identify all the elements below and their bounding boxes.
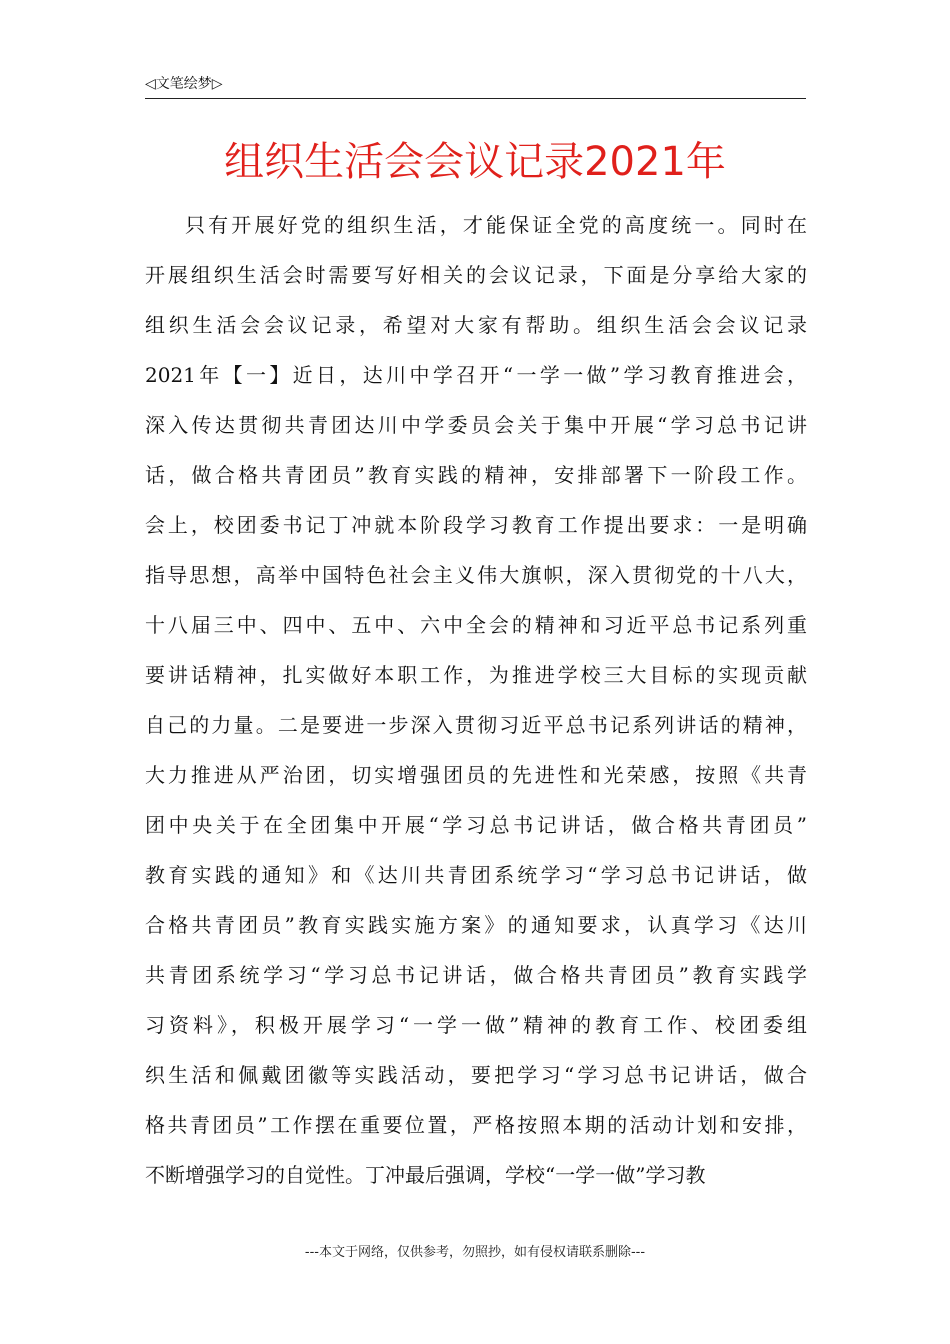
body-line: 习资料》，积极开展学习“一学一做”精神的教育工作、校团委组 (145, 1013, 807, 1037)
document-title: 组织生活会会议记录2021年 (224, 139, 726, 185)
body-line: 共青团系统学习“学习总书记讲话，做合格共青团员”教育实践学 (145, 963, 807, 987)
body-line: 不断增强学习的自觉性。丁冲最后强调，学校“一学一做”学习教 (145, 1163, 706, 1187)
document-body (145, 200, 807, 1200)
body-line: 开展组织生活会时需要写好相关的会议记录，下面是分享给大家的 (145, 263, 807, 287)
body-line: 组织生活会会议记录，希望对大家有帮助。组织生活会会议记录 (145, 313, 807, 337)
body-line: 格共青团员”工作摆在重要位置，严格按照本期的活动计划和安排， (145, 1113, 807, 1137)
body-line: 自己的力量。二是要进一步深入贯彻习近平总书记系列讲话的精神， (145, 713, 807, 737)
header-brand-text: ◁文笔绘梦▷ (145, 76, 223, 92)
body-line: 教育实践的通知》和《达川共青团系统学习“学习总书记讲话，做 (145, 863, 807, 887)
body-line: 话，做合格共青团员”教育实践的精神，安排部署下一阶段工作。 (145, 463, 807, 487)
body-line: 织生活和佩戴团徽等实践活动，要把学习“学习总书记讲话，做合 (145, 1063, 807, 1087)
page-header (145, 74, 806, 99)
body-line: 团中央关于在全团集中开展“学习总书记讲话，做合格共青团员” (145, 813, 807, 837)
body-line: 只有开展好党的组织生活，才能保证全党的高度统一。同时在 (185, 213, 807, 237)
body-line: 大力推进从严治团，切实增强团员的先进性和光荣感，按照《共青 (145, 763, 807, 787)
body-line: 深入传达贯彻共青团达川中学委员会关于集中开展“学习总书记讲 (145, 413, 807, 437)
body-line: 要讲话精神，扎实做好本职工作，为推进学校三大目标的实现贡献 (145, 663, 807, 687)
page-footer-disclaimer: ---本文于网络，仅供参考，勿照抄，如有侵权请联系删除--- (304, 1245, 646, 1260)
body-line: 2021年【一】近日，达川中学召开“一学一做”学习教育推进会， (145, 363, 807, 387)
body-line: 会上，校团委书记丁冲就本阶段学习教育工作提出要求：一是明确 (145, 513, 807, 537)
body-line: 合格共青团员”教育实践实施方案》的通知要求，认真学习《达川 (145, 913, 807, 937)
body-line: 指导思想，高举中国特色社会主义伟大旗帜，深入贯彻党的十八大， (145, 563, 807, 587)
body-line: 十八届三中、四中、五中、六中全会的精神和习近平总书记系列重 (145, 613, 807, 637)
